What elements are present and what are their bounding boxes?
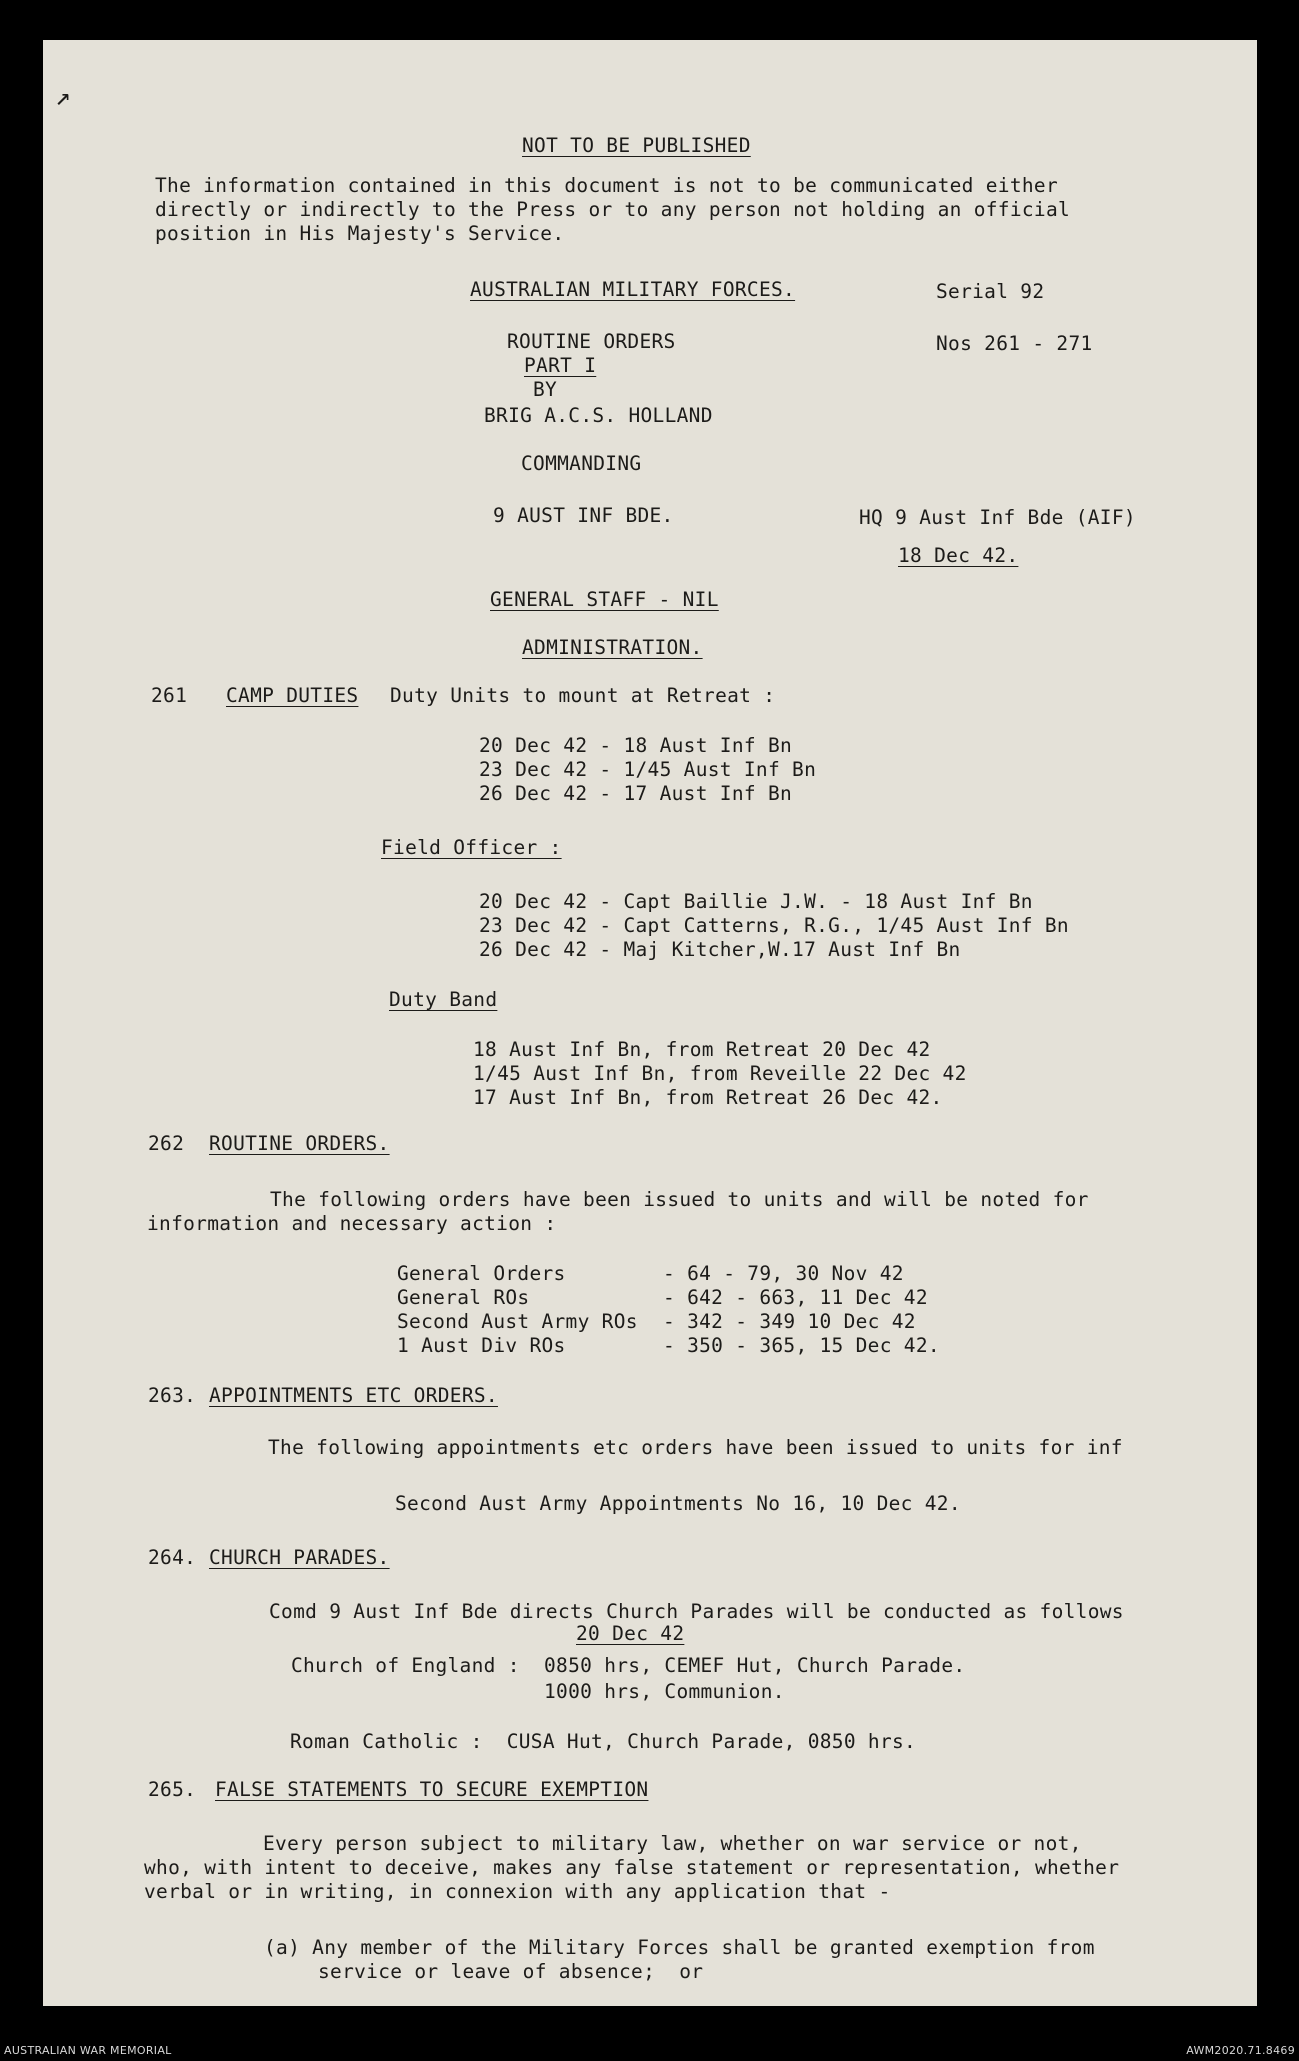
archive-credit: AUSTRALIAN WAR MEMORIAL [4, 2044, 172, 2057]
church-parade-date: 20 Dec 42 [576, 1622, 685, 1645]
commander-name: BRIG A.C.S. HOLLAND [484, 404, 713, 427]
duty-band-line: 18 Aust Inf Bn, from Retreat 20 Dec 42 [473, 1038, 931, 1061]
orders-table-name: Second Aust Army ROs [397, 1310, 638, 1333]
order-265-clause-a: service or leave of absence; or [318, 1960, 704, 1983]
orders-table-name: 1 Aust Div ROs [397, 1334, 566, 1357]
duty-unit-line: 23 Dec 42 - 1/45 Aust Inf Bn [479, 758, 817, 781]
administration-heading: ADMINISTRATION. [522, 636, 703, 659]
general-staff-heading: GENERAL STAFF - NIL [490, 588, 719, 611]
field-officer-line: 26 Dec 42 - Maj Kitcher,W.17 Aust Inf Bn [479, 938, 961, 961]
order-262-number: 262 [148, 1132, 185, 1155]
order-265-body-line: verbal or in writing, in connexion with any application that - [144, 1880, 891, 1903]
orders-by: BY [533, 378, 558, 401]
order-263-body: The following appointments etc orders have been issued to units for inf [268, 1436, 1123, 1459]
field-officer-label: Field Officer : [381, 836, 562, 859]
order-261-number: 261 [151, 684, 188, 707]
serial-number: Serial 92 [936, 280, 1045, 303]
duty-unit-line: 26 Dec 42 - 17 Aust Inf Bn [479, 782, 793, 805]
orders-table-name: General ROs [397, 1286, 530, 1309]
church-of-england-line: 1000 hrs, Communion. [544, 1680, 785, 1703]
orders-title: ROUTINE ORDERS [507, 330, 676, 353]
order-263-number: 263. [148, 1384, 197, 1407]
church-of-england-label: Church of England : [291, 1654, 520, 1677]
orders-table-ref: - 64 - 79, 30 Nov 42 [663, 1262, 904, 1285]
orders-table-ref: - 642 - 663, 11 Dec 42 [663, 1286, 928, 1309]
duty-unit-line: 20 Dec 42 - 18 Aust Inf Bn [479, 734, 793, 757]
hq-name: HQ 9 Aust Inf Bde (AIF) [859, 506, 1136, 529]
order-265-body-line: who, with intent to deceive, makes any false statement or representation, whether [144, 1856, 1120, 1879]
orders-part: PART I [524, 354, 597, 377]
duty-band-line: 17 Aust Inf Bn, from Retreat 26 Dec 42. [473, 1086, 943, 1109]
disclaimer-line-1: The information contained in this document is not to be communicated either [155, 174, 1058, 197]
unit-name: 9 AUST INF BDE. [493, 504, 674, 527]
order-numbers: Nos 261 - 271 [936, 332, 1093, 355]
orders-table-name: General Orders [397, 1262, 566, 1285]
duty-band-line: 1/45 Aust Inf Bn, from Reveille 22 Dec 42 [473, 1062, 967, 1085]
commanding-label: COMMANDING [521, 452, 642, 475]
handwritten-mark: ↗ [55, 82, 71, 112]
order-262-title: ROUTINE ORDERS. [209, 1132, 390, 1155]
order-262-body-line: information and necessary action : [147, 1212, 557, 1235]
duty-band-label: Duty Band [389, 988, 498, 1011]
document-page [43, 40, 1257, 2006]
order-265-title: FALSE STATEMENTS TO SECURE EXEMPTION [215, 1778, 649, 1801]
order-265-number: 265. [148, 1778, 197, 1801]
force-heading: AUSTRALIAN MILITARY FORCES. [470, 278, 796, 301]
restriction-heading: NOT TO BE PUBLISHED [522, 134, 751, 157]
order-264-body: Comd 9 Aust Inf Bde directs Church Parades will be conducted as follows [269, 1600, 1124, 1623]
disclaimer-line-3: position in His Majesty's Service. [155, 222, 565, 245]
order-264-number: 264. [148, 1546, 197, 1569]
roman-catholic-line: Roman Catholic : CUSA Hut, Church Parade, 0850 hrs. [290, 1730, 917, 1753]
document-date: 18 Dec 42. [898, 544, 1019, 567]
order-265-clause-a: (a) Any member of the Military Forces shall be granted exemption from [264, 1936, 1095, 1959]
disclaimer-line-2: directly or indirectly to the Press or to any person not holding an official [155, 198, 1071, 221]
orders-table-ref: - 342 - 349 10 Dec 42 [663, 1310, 916, 1333]
order-261-intro: Duty Units to mount at Retreat : [390, 684, 776, 707]
order-263-item: Second Aust Army Appointments No 16, 10 Dec 42. [395, 1492, 961, 1515]
church-of-england-line: 0850 hrs, CEMEF Hut, Church Parade. [544, 1654, 966, 1677]
field-officer-line: 23 Dec 42 - Capt Catterns, R.G., 1/45 Aust Inf Bn [479, 914, 1069, 937]
order-262-body-line: The following orders have been issued to units and will be noted for [270, 1188, 1089, 1211]
order-263-title: APPOINTMENTS ETC ORDERS. [209, 1384, 498, 1407]
field-officer-line: 20 Dec 42 - Capt Baillie J.W. - 18 Aust Inf Bn [479, 890, 1033, 913]
order-264-title: CHURCH PARADES. [209, 1546, 390, 1569]
order-261-title: CAMP DUTIES [226, 684, 359, 707]
archive-reference: AWM2020.71.8469 [1186, 2044, 1295, 2057]
order-265-body-line: Every person subject to military law, whether on war service or not, [263, 1832, 1082, 1855]
orders-table-ref: - 350 - 365, 15 Dec 42. [663, 1334, 940, 1357]
